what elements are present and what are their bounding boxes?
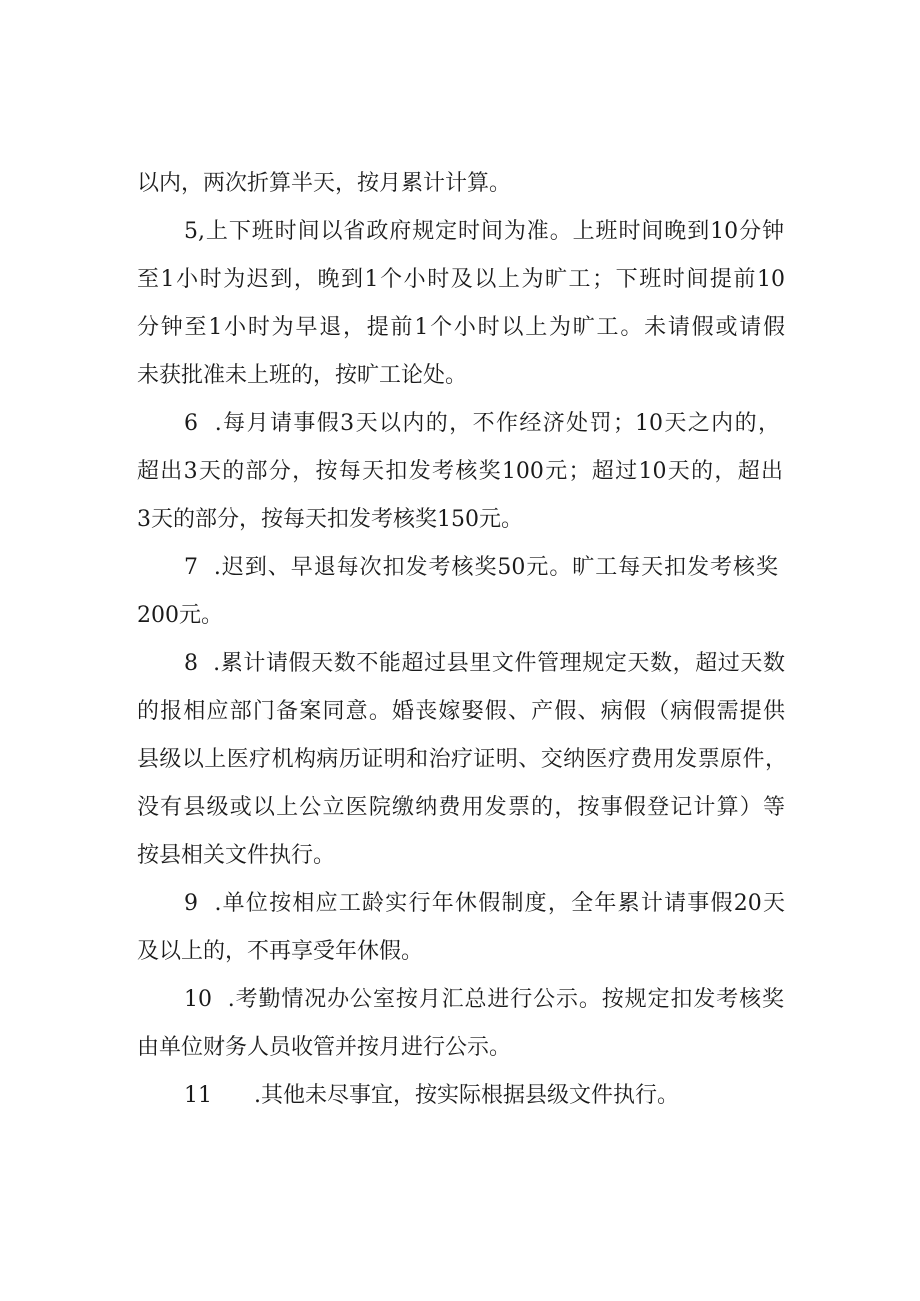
text-line: 8 .累计请假天数不能超过县里文件管理规定天数，超过天数 [184,651,785,676]
text-line: 的报相应部门备案同意。婚丧嫁娶假、产假、病假（病假需提供 [137,699,785,724]
item-7-line-1 [0,548,920,588]
item-10-line-2 [0,1028,920,1068]
text-line: 至1小时为迟到，晚到1个小时及以上为旷工；下班时间提前10 [137,267,785,292]
item-8-line-1 [0,644,920,684]
text-line: 10 .考勤情况办公室按月汇总进行公示。按规定扣发考核奖 [184,987,784,1012]
text-line: 以内，两次折算半天，按月累计计算。 [137,171,512,196]
item-8-line-3 [0,740,920,780]
item-6-line-1 [0,404,920,444]
text-line: 7 .迟到、早退每次扣发考核奖50元。旷工每天扣发考核奖 [184,555,778,580]
text-line: 由单位财务人员收管并按月进行公示。 [137,1035,512,1060]
text-line: 3天的部分，按每天扣发考核奖150元。 [137,507,523,532]
item-10-line-1 [0,980,920,1020]
item-5-line-1 [0,212,920,252]
text-line: 未获批准未上班的，按旷工论处。 [137,363,468,388]
item-5-line-2 [0,260,920,300]
text-line: 分钟至1小时为早退，提前1个小时以上为旷工。未请假或请假 [137,315,785,340]
text-line: 11 .其他未尽事宜，按实际根据县级文件执行。 [184,1083,679,1108]
text-line: 5,上下班时间以省政府规定时间为准。上班时间晚到10分钟 [184,219,784,244]
item-11-line-1 [0,1076,920,1116]
text-line: 超出3天的部分，按每天扣发考核奖100元；超过10天的，超出 [137,459,783,484]
item-8-line-2 [0,692,920,732]
text-line: 9 .单位按相应工龄实行年休假制度，全年累计请事假20天 [184,891,785,916]
item-5-line-3 [0,308,920,348]
text-line: 及以上的，不再享受年休假。 [137,939,424,964]
item-8-line-4 [0,788,920,828]
item-7-line-2 [0,596,920,636]
item-9-line-2 [0,932,920,972]
item-6-line-2 [0,452,920,492]
item-8-line-5 [0,836,920,876]
text-line: 没有县级或以上公立医院缴纳费用发票的，按事假登记计算）等 [137,795,785,820]
text-line: 6 .每月请事假3天以内的，不作经济处罚；10天之内的， [184,411,780,436]
item-6-line-3 [0,500,920,540]
text-line: 200元。 [137,603,223,628]
text-line: 县级以上医疗机构病历证明和治疗证明、交纳医疗费用发票原件， [137,747,787,772]
text-line: 按县相关文件执行。 [137,843,336,868]
item-5-line-4 [0,356,920,396]
item-9-line-1 [0,884,920,924]
paragraph-continuation-line-1 [0,164,920,204]
